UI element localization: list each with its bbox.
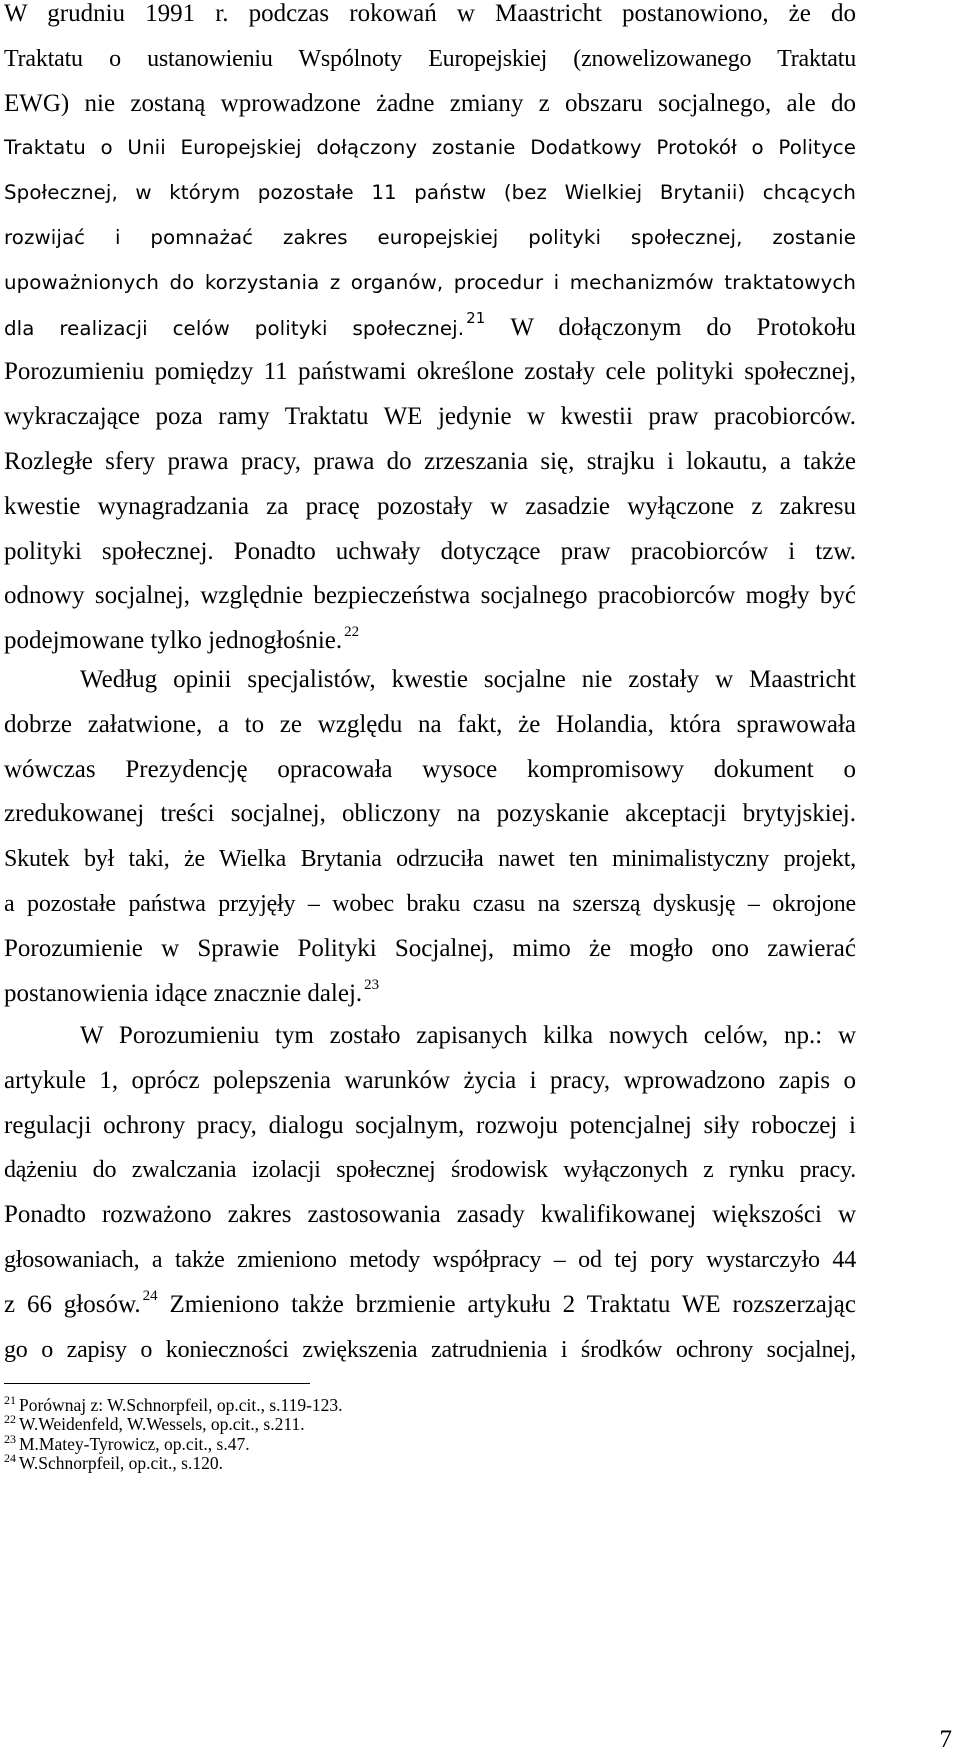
footnote-number: 22 <box>4 1412 16 1427</box>
text-line: wykraczające poza ramy Traktatu WE jedynie w kwestii praw pracobiorców. <box>4 403 856 431</box>
text-segment: Zmieniono także brzmienie artykułu 2 Traktatu WE rozszerzając <box>169 1290 857 1318</box>
text-segment: dla realizacji celów polityki społecznej. <box>4 316 465 340</box>
text-line: regulacji ochrony pracy, dialogu socjalnym, rozwoju potencjalnej siły roboczej i <box>4 1111 856 1139</box>
text-line: Według opinii specjalistów, kwestie socjalne nie zostały w Maastricht <box>80 666 856 693</box>
footnote-text: W.Weidenfeld, W.Wessels, op.cit., s.211. <box>19 1414 305 1435</box>
text-line: a pozostałe państwa przyjęły – wobec braku czasu na szerszą dyskusję – okrojone <box>4 890 856 917</box>
footnote <box>4 1393 804 1415</box>
text-line: kwestie wynagradzania za pracę pozostały w zasadzie wyłączone z zakresu <box>4 492 856 520</box>
paragraph-3 <box>4 1014 856 1372</box>
text-line: głosowaniach, a także zmieniono metody współpracy – od tej pory wystarczyło 44 <box>4 1246 856 1273</box>
text-line: go o zapisy o konieczności zwiększenia zatrudnienia i środków ochrony socjalnej, <box>4 1336 856 1363</box>
text-line: zredukowanej treści socjalnej, obliczony na pozyskanie akceptacji brytyjskiej. <box>4 800 856 828</box>
text-segment: z 66 głosów. <box>4 1290 141 1318</box>
footnote-text: Porównaj z: W.Schnorpfeil, op.cit., s.119-123. <box>19 1395 343 1415</box>
text-line: Porozumieniu pomiędzy 11 państwami określone zostały cele polityki społecznej, <box>4 358 856 386</box>
text-line: odnowy socjalnej, względnie bezpieczeństwa socjalnego pracobiorców mogły być <box>4 582 856 610</box>
paragraph-2 <box>4 658 856 1016</box>
footnote-ref: 24 <box>142 1287 158 1304</box>
text-line: wówczas Prezydencję opracowała wysoce kompromisowy dokument o <box>4 755 856 783</box>
text-line: Ponadto rozważono zakres zastosowania zasady kwalifikowanej większości w <box>4 1201 856 1229</box>
footnote-ref: 23 <box>364 976 380 993</box>
text-line: EWG) nie zostaną wprowadzone żadne zmiany z obszaru socjalnego, ale do <box>4 89 856 117</box>
footnote-number: 24 <box>4 1451 16 1466</box>
text-line: dobrze załatwione, a to ze względu na fakt, że Holandia, która sprawowała <box>4 710 856 738</box>
text-line: Skutek był taki, że Wielka Brytania odrzuciła nawet ten minimalistyczny projekt, <box>4 846 856 873</box>
text-line: W grudniu 1991 r. podczas rokowań w Maastricht postanowiono, że do <box>4 0 856 27</box>
text-line-with-footnote <box>4 1283 856 1328</box>
footnote-text: W.Schnorpfeil, op.cit., s.120. <box>19 1453 223 1474</box>
text-line: dążeniu do zwalczania izolacji społecznej środowisk wyłączonych z rynku pracy. <box>4 1157 856 1184</box>
text-line: W Porozumieniu tym zostało zapisanych kilka nowych celów, np.: w <box>80 1022 856 1049</box>
footnote-ref: 21 <box>466 308 486 327</box>
footnote-number: 23 <box>4 1431 16 1446</box>
footnote-text: M.Matey-Tyrowicz, op.cit., s.47. <box>19 1433 250 1454</box>
text-line: Traktatu o Unii Europejskiej dołączony zostanie Dodatkowy Protokół o Polityce <box>4 136 856 160</box>
text-segment: W dołączonym do Protokołu <box>510 313 856 341</box>
footnote <box>4 1451 804 1474</box>
text-line: upoważnionych do korzystania z organów, procedur i mechanizmów traktatowych <box>4 270 856 294</box>
text-line: rozwijać i pomnażać zakres europejskiej polityki społecznej, zostanie <box>4 225 856 249</box>
text-line: polityki społecznej. Ponadto uchwały dotyczące praw pracobiorców i tzw. <box>4 537 856 565</box>
footnotes <box>4 1393 804 1474</box>
text-line: artykule 1, oprócz polepszenia warunków życia i pracy, wprowadzono zapis o <box>4 1066 856 1094</box>
footnote <box>4 1412 804 1435</box>
footnote <box>4 1431 804 1454</box>
text-line: Rozległe sfery prawa pracy, prawa do zrzeszania się, strajku i lokautu, a także <box>4 447 856 475</box>
text-segment: podejmowane tylko jednogłośnie. <box>4 627 343 655</box>
text-line-with-footnote <box>4 972 856 1017</box>
text-line: Porozumienie w Sprawie Polityki Socjalnej, mimo że mogło ono zawierać <box>4 934 856 962</box>
text-line: Traktatu o ustanowieniu Wspólnoty Europejskiej (znowelizowanego Traktatu <box>4 45 856 72</box>
footnote-ref: 22 <box>344 624 360 641</box>
text-segment: postanowienia idące znacznie dalej. <box>4 979 363 1007</box>
page-number: 7 <box>939 1726 952 1753</box>
text-line: Społecznej, w którym pozostałe 11 państw (bez Wielkiej Brytanii) chcących <box>4 181 856 205</box>
footnote-number: 21 <box>4 1393 16 1407</box>
paragraph-1 <box>4 0 856 664</box>
text-line-with-footnote <box>4 306 856 351</box>
footnote-separator <box>4 1383 310 1384</box>
